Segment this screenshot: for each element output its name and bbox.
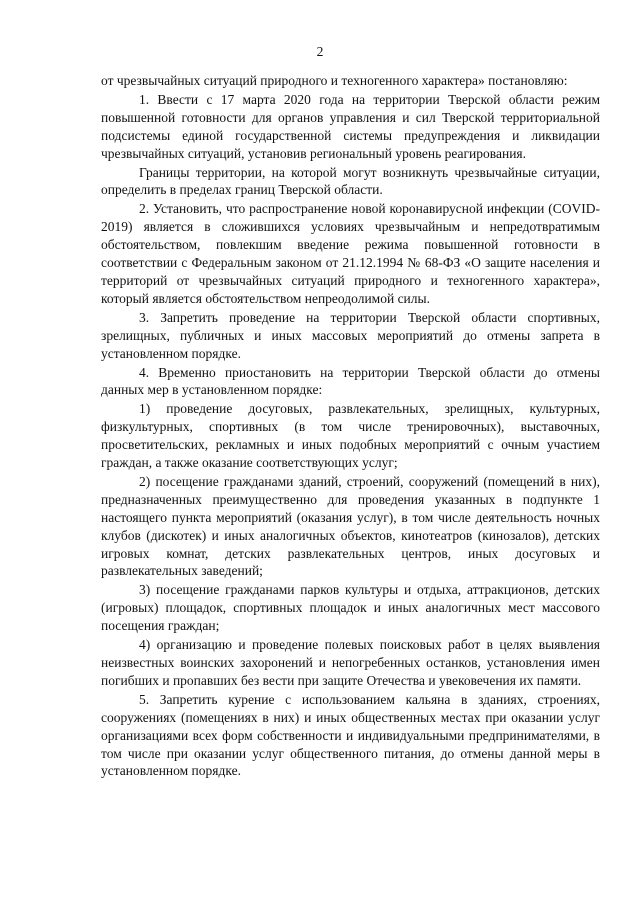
paragraph-territory-boundaries: Границы территории, на которой могут возникнуть чрезвычайные ситуации, определить в пределах границ Тверской области. xyxy=(101,164,600,198)
paragraph-item-5: 5. Запретить курение с использованием кальяна в зданиях, строениях, сооружениях (помещениях в них) и иных общественных местах при оказании услуг организациями всех форм собственности и индивидуальными предпринимателями, в том числе при оказании услуг общественного питания, до отмены данной меры в установленном порядке. xyxy=(101,691,600,779)
paragraph-item-3: 3. Запретить проведение на территории Тверской области спортивных, зрелищных, публичных и иных массовых мероприятий до отмены запрета в установленном порядке. xyxy=(101,309,600,361)
paragraph-item-2: 2. Установить, что распространение новой коронавирусной инфекции (COVID-2019) является в сложившихся условиях чрезвычайным и непредотвратимым обстоятельством, повлекшим введение режима повышенной готовности в соответствии с Федеральным законом от 21.12.1994 № 68-ФЗ «О защите населения и территорий от чрезвычайных ситуаций природного и техногенного характера», который является обстоятельством непреодолимой силы. xyxy=(101,201,600,306)
page-number: 2 xyxy=(316,44,324,59)
paragraph-item-4: 4. Временно приостановить на территории Тверской области до отмены данных мер в установленном порядке: xyxy=(101,364,600,398)
paragraph-subitem-2: 2) посещение гражданами зданий, строений, сооружений (помещений в них), предназначенных преимущественно для проведения указанных в подпункте 1 настоящего пункта мероприятий (оказания услуг), в том числе деятельность ночных клубов (дискотек) и иных аналогичных объектов, кинотеатров (кинозалов), детских игровых комнат, детских развлекательных центров, иных досуговых и развлекательных заведений; xyxy=(101,473,600,579)
paragraph-subitem-4: 4) организацию и проведение полевых поисковых работ в целях выявления неизвестных воинских захоронений и непогребенных останков, установления имен погибших и пропавших без вести при защите Отечества и увековечения их памяти. xyxy=(101,637,600,688)
paragraph-continuation: от чрезвычайных ситуаций природного и техногенного характера» постановляю: xyxy=(101,73,568,88)
paragraph-subitem-1: 1) проведение досуговых, развлекательных, зрелищных, культурных, физкультурных, спортивных (в том числе тренировочных), выставочных, просветительских, рекламных и иных подобных мероприятий с очным участием граждан, а также оказание соответствующих услуг; xyxy=(101,401,600,471)
paragraph-item-1: 1. Ввести с 17 марта 2020 года на территории Тверской области режим повышенной готовности для органов управления и сил Тверской территориальной подсистемы единой государственной системы предупреждения и ликвидации чрезвычайных ситуаций, установив региональный уровень реагирования. xyxy=(101,91,600,161)
document-body xyxy=(101,72,600,781)
paragraph-subitem-3: 3) посещение гражданами парков культуры и отдыха, аттракционов, детских (игровых) площадок, спортивных площадок и иных аналогичных мест массового посещения граждан; xyxy=(101,582,600,634)
